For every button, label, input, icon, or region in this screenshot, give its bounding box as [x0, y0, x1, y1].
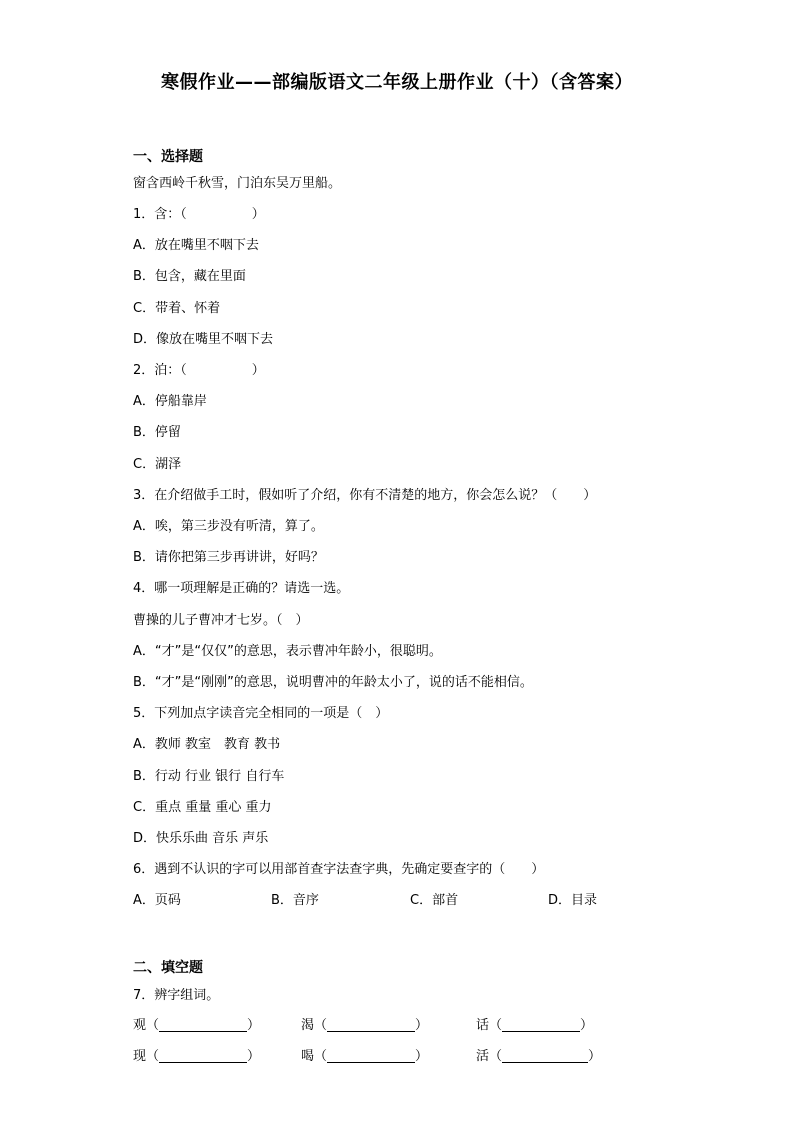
answer-blank[interactable]: [502, 1048, 588, 1063]
q6-option-a: A．页码: [133, 893, 181, 908]
q1-option-c: C．带着、怀着: [133, 301, 221, 316]
q3-option-b: B．请你把第三步再讲讲，好吗？: [133, 550, 324, 565]
question-1: 1．含：（ ）: [133, 207, 265, 222]
q2-option-b: B．停留: [133, 425, 181, 440]
poem-line: 窗含西岭千秋雪，门泊东吴万里船。: [133, 176, 342, 191]
q1-option-a: A．放在嘴里不咽下去: [133, 238, 259, 253]
q7-word-item: 活（ ）: [476, 1049, 602, 1064]
q7-word-item: 话（ ）: [476, 1018, 594, 1033]
q5-option-d: D．快乐乐曲 音乐 声乐: [133, 831, 269, 846]
q7-word-item: 喝（ ）: [301, 1049, 429, 1064]
q2-option-a: A．停船靠岸: [133, 394, 207, 409]
answer-blank[interactable]: [502, 1017, 580, 1032]
q4-option-a: A．“才”是“仅仅”的意思，表示曹冲年龄小，很聪明。: [133, 644, 442, 659]
q6-option-d: D．目录: [548, 893, 598, 908]
q4-option-b: B．“才”是“刚刚”的意思，说明曹冲的年龄太小了，说的话不能相信。: [133, 675, 533, 690]
question-2: 2．泊：（ ）: [133, 363, 265, 378]
q5-option-a: A．教师 教室 教育 教书: [133, 737, 281, 752]
q6-option-c: C．部首: [410, 893, 459, 908]
q5-option-b: B．行动 行业 银行 自行车: [133, 769, 285, 784]
q4-sentence: 曹操的儿子曹冲才七岁。（ ）: [133, 613, 309, 628]
question-4: 4．哪一项理解是正确的？请选一选。: [133, 581, 350, 596]
section-heading-choice: 一、选择题: [133, 149, 203, 165]
question-7: 7．辨字组词。: [133, 988, 220, 1003]
q7-word-item: 现（ ）: [133, 1049, 261, 1064]
answer-blank[interactable]: [327, 1017, 415, 1032]
question-3: 3．在介绍做手工时，假如听了介绍，你有不清楚的地方，你会怎么说？（ ）: [133, 488, 597, 503]
q2-option-c: C．湖泽: [133, 457, 182, 472]
q5-option-c: C．重点 重量 重心 重力: [133, 800, 272, 815]
q1-option-d: D．像放在嘴里不咽下去: [133, 332, 274, 347]
page-title: 寒假作业——部编版语文二年级上册作业（十）（含答案）: [161, 72, 633, 93]
section-heading-fill: 二、填空题: [133, 960, 203, 976]
q6-option-b: B．音序: [271, 893, 319, 908]
q7-word-item: 观（ ）: [133, 1018, 261, 1033]
q3-option-a: A．唉，第三步没有听清，算了。: [133, 519, 324, 534]
answer-blank[interactable]: [159, 1017, 247, 1032]
question-5: 5．下列加点字读音完全相同的一项是（ ）: [133, 706, 389, 721]
answer-blank[interactable]: [327, 1048, 415, 1063]
q1-option-b: B．包含，藏在里面: [133, 269, 246, 284]
q7-word-item: 渴（ ）: [301, 1018, 429, 1033]
question-6: 6．遇到不认识的字可以用部首查字法查字典，先确定要查字的（ ）: [133, 862, 545, 877]
answer-blank[interactable]: [159, 1048, 247, 1063]
